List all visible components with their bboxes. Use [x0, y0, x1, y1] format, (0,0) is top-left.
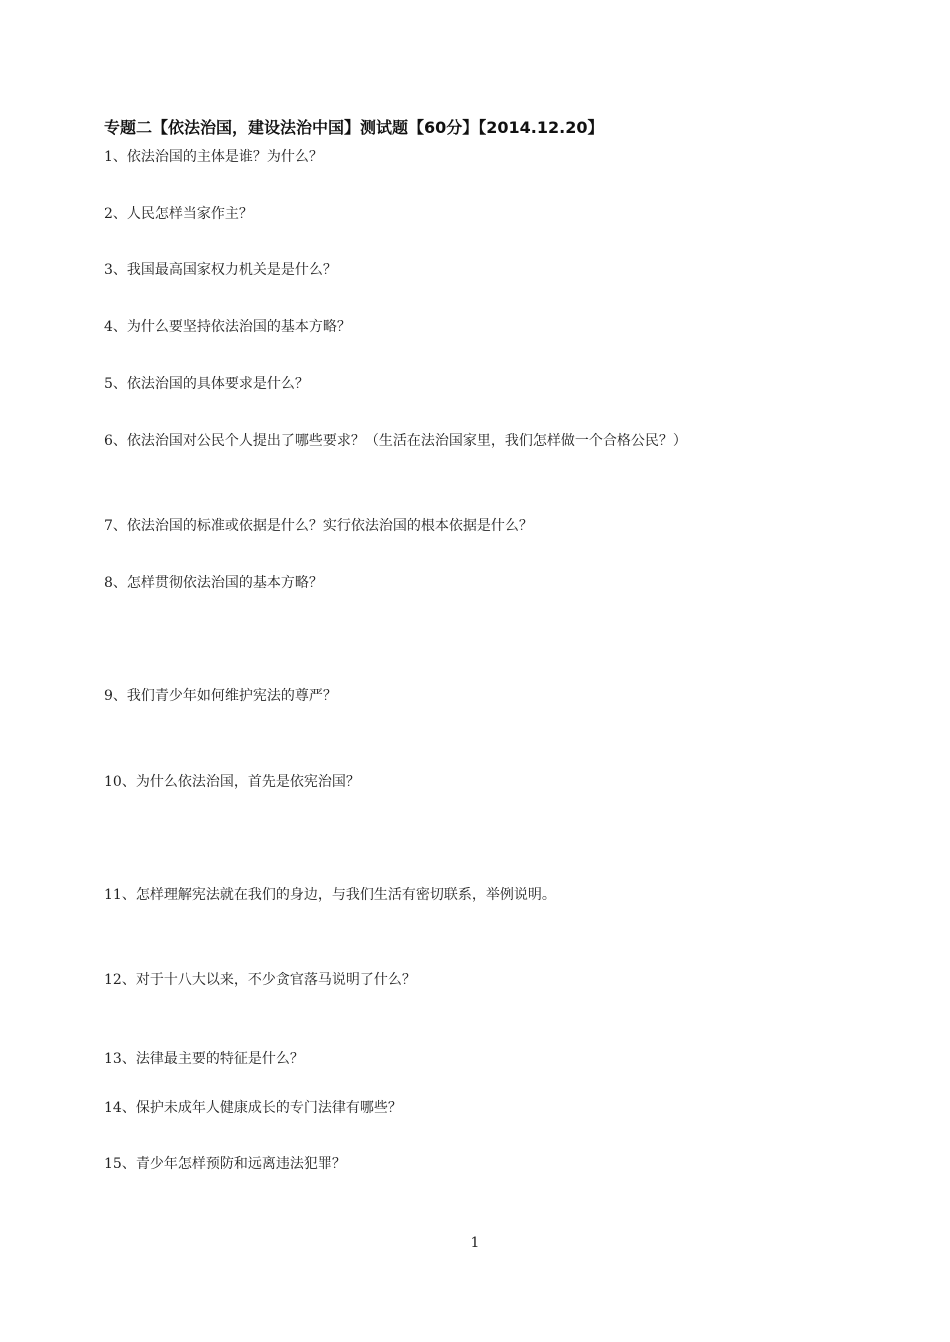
question-4: 4、为什么要坚持依法治国的基本方略？: [104, 319, 351, 335]
question-10: 10、为什么依法治国，首先是依宪治国？: [104, 774, 360, 790]
question-11: 11、怎样理解宪法就在我们的身边，与我们生活有密切联系，举例说明。: [104, 887, 556, 903]
question-1: 1、依法治国的主体是谁？为什么？: [104, 149, 323, 165]
question-5: 5、依法治国的具体要求是什么？: [104, 376, 309, 392]
question-9: 9、我们青少年如何维护宪法的尊严？: [104, 688, 337, 704]
question-7: 7、依法治国的标准或依据是什么？实行依法治国的根本依据是什么？: [104, 518, 533, 534]
question-3: 3、我国最高国家权力机关是是什么？: [104, 262, 337, 278]
question-6: 6、依法治国对公民个人提出了哪些要求？（生活在法治国家里，我们怎样做一个合格公民？）: [104, 433, 687, 449]
document-title: 专题二【依法治国，建设法治中国】测试题【60分】【2014.12.20】: [104, 118, 604, 137]
question-15: 15、青少年怎样预防和远离违法犯罪？: [104, 1156, 346, 1172]
page-number: 1: [470, 1235, 480, 1251]
question-14: 14、保护未成年人健康成长的专门法律有哪些？: [104, 1100, 402, 1116]
question-8: 8、怎样贯彻依法治国的基本方略？: [104, 575, 323, 591]
question-13: 13、法律最主要的特征是什么？: [104, 1051, 304, 1067]
question-2: 2、人民怎样当家作主？: [104, 206, 253, 222]
question-12: 12、对于十八大以来，不少贪官落马说明了什么？: [104, 972, 416, 988]
